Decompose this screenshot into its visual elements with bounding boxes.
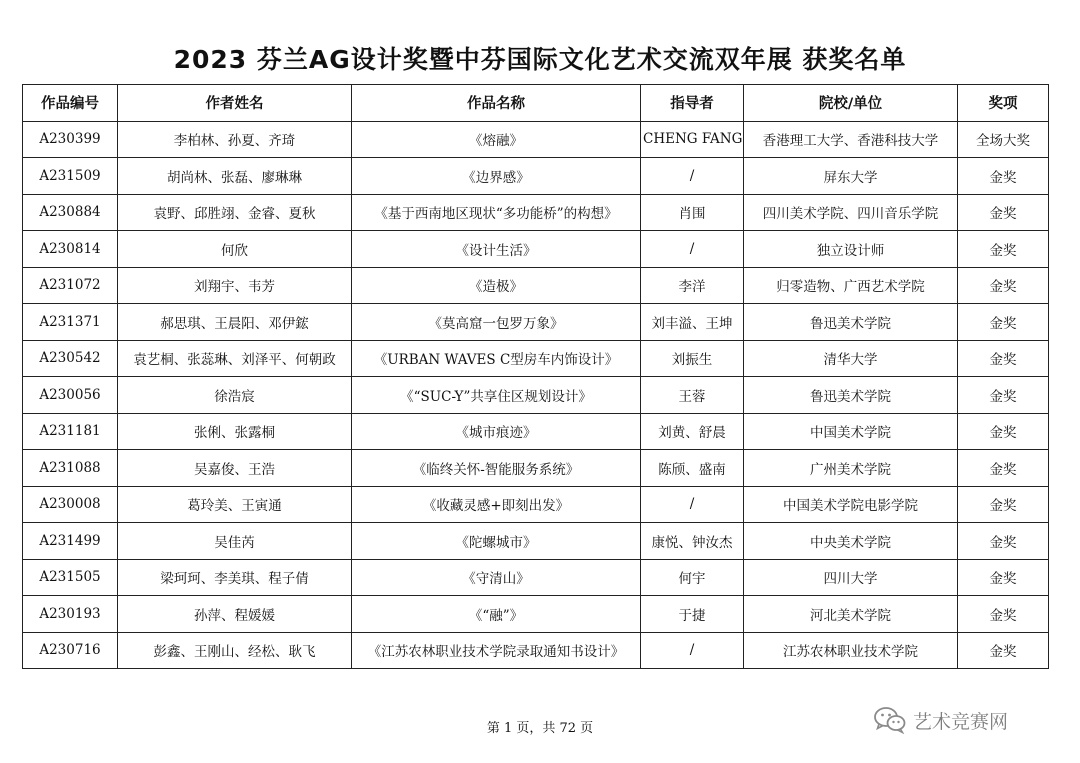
cell-supervisor: 于捷 bbox=[641, 596, 744, 633]
cell-school: 归零造物、广西艺术学院 bbox=[744, 267, 958, 304]
cell-supervisor: / bbox=[641, 231, 744, 268]
cell-work-id: A231509 bbox=[23, 158, 118, 195]
cell-work-id: A231499 bbox=[23, 523, 118, 560]
cell-author-names: 何欣 bbox=[118, 231, 352, 268]
cell-work-title: 《“SUC-Y”共享住区规划设计》 bbox=[352, 377, 641, 414]
cell-work-id: A231072 bbox=[23, 267, 118, 304]
cell-work-id: A231088 bbox=[23, 450, 118, 487]
table-row bbox=[23, 231, 1049, 268]
cell-work-id: A230814 bbox=[23, 231, 118, 268]
cell-supervisor: 刘振生 bbox=[641, 340, 744, 377]
table-row bbox=[23, 158, 1049, 195]
cell-award: 金奖 bbox=[958, 377, 1049, 414]
header-award: 奖项 bbox=[958, 85, 1049, 122]
table-row bbox=[23, 267, 1049, 304]
cell-school: 清华大学 bbox=[744, 340, 958, 377]
cell-supervisor: 肖围 bbox=[641, 194, 744, 231]
cell-supervisor: 刘黄、舒晨 bbox=[641, 413, 744, 450]
cell-award: 金奖 bbox=[958, 486, 1049, 523]
cell-award: 金奖 bbox=[958, 559, 1049, 596]
cell-school: 广州美术学院 bbox=[744, 450, 958, 487]
cell-school: 四川美术学院、四川音乐学院 bbox=[744, 194, 958, 231]
cell-work-id: A230542 bbox=[23, 340, 118, 377]
table-row bbox=[23, 559, 1049, 596]
cell-school: 中国美术学院电影学院 bbox=[744, 486, 958, 523]
table-header-row bbox=[23, 85, 1049, 122]
cell-award: 金奖 bbox=[958, 231, 1049, 268]
cell-school: 鲁迅美术学院 bbox=[744, 377, 958, 414]
cell-work-title: 《熔融》 bbox=[352, 121, 641, 158]
watermark bbox=[873, 706, 1008, 734]
cell-work-title: 《守清山》 bbox=[352, 559, 641, 596]
cell-supervisor: 王蓉 bbox=[641, 377, 744, 414]
cell-author-names: 袁艺桐、张蕊琳、刘泽平、何朝政 bbox=[118, 340, 352, 377]
cell-author-names: 孙萍、程媛媛 bbox=[118, 596, 352, 633]
cell-school: 中央美术学院 bbox=[744, 523, 958, 560]
cell-award: 金奖 bbox=[958, 413, 1049, 450]
cell-author-names: 袁野、邱胜翊、金睿、夏秋 bbox=[118, 194, 352, 231]
cell-award: 金奖 bbox=[958, 194, 1049, 231]
cell-work-title: 《造极》 bbox=[352, 267, 641, 304]
header-school: 院校/单位 bbox=[744, 85, 958, 122]
cell-work-title: 《江苏农林职业技术学院录取通知书设计》 bbox=[352, 632, 641, 669]
cell-supervisor: 陈颀、盛南 bbox=[641, 450, 744, 487]
cell-work-id: A230884 bbox=[23, 194, 118, 231]
cell-work-title: 《城市痕迹》 bbox=[352, 413, 641, 450]
cell-work-title: 《莫高窟一包罗万象》 bbox=[352, 304, 641, 341]
cell-work-id: A230008 bbox=[23, 486, 118, 523]
cell-author-names: 郝思琪、王晨阳、邓伊鋐 bbox=[118, 304, 352, 341]
cell-school: 江苏农林职业技术学院 bbox=[744, 632, 958, 669]
cell-author-names: 刘翔宇、韦芳 bbox=[118, 267, 352, 304]
cell-work-id: A230056 bbox=[23, 377, 118, 414]
cell-award: 金奖 bbox=[958, 340, 1049, 377]
cell-author-names: 李柏林、孙夏、齐琦 bbox=[118, 121, 352, 158]
cell-work-title: 《基于西南地区现状“多功能桥”的构想》 bbox=[352, 194, 641, 231]
page-number: 第 1 页，共 72 页 bbox=[486, 721, 594, 736]
cell-school: 河北美术学院 bbox=[744, 596, 958, 633]
cell-work-id: A231505 bbox=[23, 559, 118, 596]
table-body bbox=[23, 121, 1049, 669]
table-row bbox=[23, 486, 1049, 523]
cell-supervisor: / bbox=[641, 158, 744, 195]
cell-supervisor: 刘丰溢、王坤 bbox=[641, 304, 744, 341]
cell-school: 独立设计师 bbox=[744, 231, 958, 268]
cell-school: 四川大学 bbox=[744, 559, 958, 596]
awards-table bbox=[22, 84, 1049, 669]
table-row bbox=[23, 523, 1049, 560]
cell-author-names: 彭鑫、王刚山、经松、耿飞 bbox=[118, 632, 352, 669]
cell-work-id: A230716 bbox=[23, 632, 118, 669]
cell-school: 屏东大学 bbox=[744, 158, 958, 195]
cell-work-id: A231371 bbox=[23, 304, 118, 341]
cell-work-title: 《收藏灵感+即刻出发》 bbox=[352, 486, 641, 523]
table-row bbox=[23, 413, 1049, 450]
cell-award: 金奖 bbox=[958, 632, 1049, 669]
cell-work-title: 《“融”》 bbox=[352, 596, 641, 633]
cell-supervisor: / bbox=[641, 632, 744, 669]
watermark-text: 艺术竞赛网 bbox=[913, 710, 1009, 733]
cell-work-title: 《设计生活》 bbox=[352, 231, 641, 268]
cell-author-names: 吴佳芮 bbox=[118, 523, 352, 560]
page-title: 2023 芬兰AG设计奖暨中芬国际文化艺术交流双年展 获奖名单 bbox=[173, 45, 907, 74]
cell-supervisor: / bbox=[641, 486, 744, 523]
cell-supervisor: 何宇 bbox=[641, 559, 744, 596]
table-row bbox=[23, 121, 1049, 158]
cell-school: 鲁迅美术学院 bbox=[744, 304, 958, 341]
table-row bbox=[23, 340, 1049, 377]
cell-supervisor: 李洋 bbox=[641, 267, 744, 304]
cell-award: 金奖 bbox=[958, 596, 1049, 633]
cell-author-names: 吴嘉俊、王浩 bbox=[118, 450, 352, 487]
cell-supervisor: 康悦、钟汝杰 bbox=[641, 523, 744, 560]
cell-author-names: 张俐、张露桐 bbox=[118, 413, 352, 450]
cell-award: 金奖 bbox=[958, 158, 1049, 195]
cell-work-id: A230399 bbox=[23, 121, 118, 158]
cell-work-title: 《陀螺城市》 bbox=[352, 523, 641, 560]
cell-author-names: 胡尚林、张磊、廖琳琳 bbox=[118, 158, 352, 195]
header-author-names: 作者姓名 bbox=[118, 85, 352, 122]
table-row bbox=[23, 596, 1049, 633]
table-row bbox=[23, 450, 1049, 487]
cell-award: 全场大奖 bbox=[958, 121, 1049, 158]
cell-author-names: 梁珂珂、李美琪、程子倩 bbox=[118, 559, 352, 596]
cell-work-id: A231181 bbox=[23, 413, 118, 450]
cell-award: 金奖 bbox=[958, 450, 1049, 487]
cell-work-title: 《边界感》 bbox=[352, 158, 641, 195]
header-work-id: 作品编号 bbox=[23, 85, 118, 122]
cell-author-names: 徐浩宸 bbox=[118, 377, 352, 414]
cell-work-id: A230193 bbox=[23, 596, 118, 633]
header-work-title: 作品名称 bbox=[352, 85, 641, 122]
cell-supervisor: CHENG FANG bbox=[641, 121, 744, 158]
cell-work-title: 《临终关怀-智能服务系统》 bbox=[352, 450, 641, 487]
cell-work-title: 《URBAN WAVES C型房车内饰设计》 bbox=[352, 340, 641, 377]
cell-award: 金奖 bbox=[958, 304, 1049, 341]
table-row bbox=[23, 377, 1049, 414]
wechat-icon bbox=[873, 706, 907, 734]
table-row bbox=[23, 304, 1049, 341]
cell-award: 金奖 bbox=[958, 523, 1049, 560]
cell-school: 香港理工大学、香港科技大学 bbox=[744, 121, 958, 158]
table-row bbox=[23, 194, 1049, 231]
cell-award: 金奖 bbox=[958, 267, 1049, 304]
table-row bbox=[23, 632, 1049, 669]
cell-author-names: 葛玲美、王寅通 bbox=[118, 486, 352, 523]
cell-school: 中国美术学院 bbox=[744, 413, 958, 450]
header-supervisor: 指导者 bbox=[641, 85, 744, 122]
